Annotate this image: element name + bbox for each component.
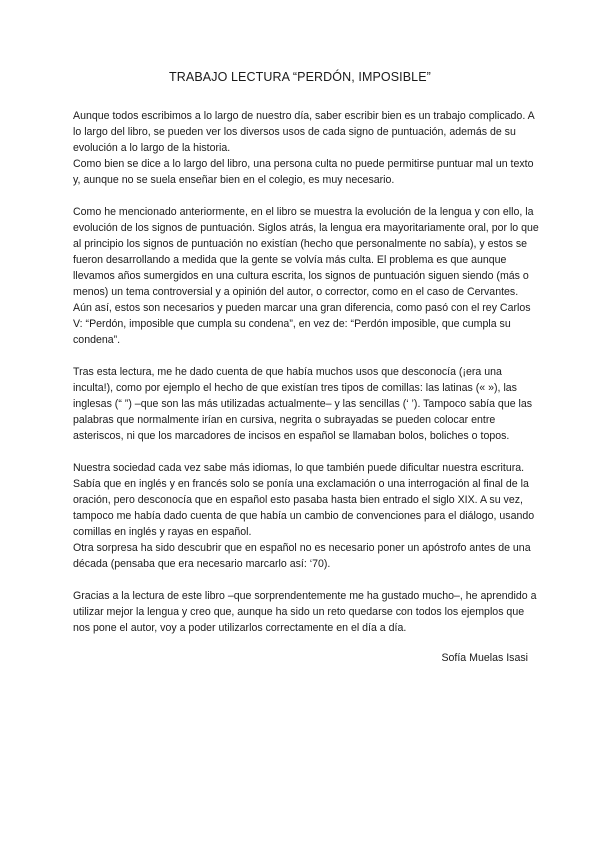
document-body <box>73 108 543 636</box>
document-title: TRABAJO LECTURA “PERDÓN, IMPOSIBLE” <box>169 70 431 84</box>
paragraph-intro: Aunque todos escribimos a lo largo de nuestro día, saber escribir bien es un trabajo complicado. A lo largo del libro, se pueden ver los diversos usos de cada signo de puntuación, además de su evolución a lo largo de la historia. <box>73 110 535 154</box>
paragraph-carlos-v: Aún así, estos son necesarios y pueden marcar una gran diferencia, como pasó con el rey Carlos V: “Perdón, imposible que cumpla su condena”, en vez de: “Perdón imposible, que cumpla su condena”. <box>73 302 531 346</box>
paragraph-conclusion: Gracias a la lectura de este libro –que sorprendentemente me ha gustado mucho–, he aprendido a utilizar mejor la lengua y creo que, aunque ha sido un reto quedarse con todos los ejemplos que nos pone el autor, voy a poder utilizarlos correctamente en el día a día. <box>73 590 537 634</box>
paragraph-gap <box>73 348 543 364</box>
paragraph-culta: Como bien se dice a lo largo del libro, una persona culta no puede permitirse puntuar mal un texto y, aunque no se suela enseñar bien en el colegio, es muy necesario. <box>73 158 534 186</box>
paragraph-apostrofo: Otra sorpresa ha sido descubrir que en español no es necesario poner un apóstrofo antes de una década (pensaba que era necesario marcarlo así: ‘70). <box>73 542 531 570</box>
paragraph-idiomas: Nuestra sociedad cada vez sabe más idiomas, lo que también puede dificultar nuestra escritura. Sabía que en inglés y en francés solo se ponía una exclamación o una interrogación al final de la oración, pero desconocía que en español esto pasaba hasta bien entrado el siglo XIX. A su vez, tampoco me había dado cuenta de que había un cambio de convenciones para el diálogo, usando comillas en inglés y rayas en español. <box>73 462 535 538</box>
paragraph-comillas: Tras esta lectura, me he dado cuenta de que había muchos usos que desconocía (¡era una inculta!), como por ejemplo el hecho de que existían tres tipos de comillas: las latinas (« »), las inglesas (“ ”) –que son las más utilizadas actualmente– y las sencillas (‘ ’). Tampoco sabía que las palabras que normalmente irían en cursiva, negrita o subrayadas se pueden colocar entre asteriscos, ni que los marcadores de incisos en español se llamaban bolos, boliches o topos. <box>73 366 533 442</box>
paragraph-gap <box>73 188 543 204</box>
author-signature: Sofía Muelas Isasi <box>441 652 528 664</box>
paragraph-gap <box>73 444 543 460</box>
paragraph-gap <box>73 572 543 588</box>
paragraph-evolucion: Como he mencionado anteriormente, en el libro se muestra la evolución de la lengua y con ello, la evolución de los signos de puntuación. Siglos atrás, la lengua era mayoritariamente oral, por lo que al principio los signos de puntuación no existían (hecho que personalmente no sabía), y estos se fueron desarrollando a medida que la gente se volvía más culta. El problema es que aunque llevamos años sumergidos en una cultura escrita, los signos de puntuación siguen siendo (más o menos) un tema controversial y a opinión del autor, o corrector, como en el caso de Cervantes. <box>73 206 539 298</box>
